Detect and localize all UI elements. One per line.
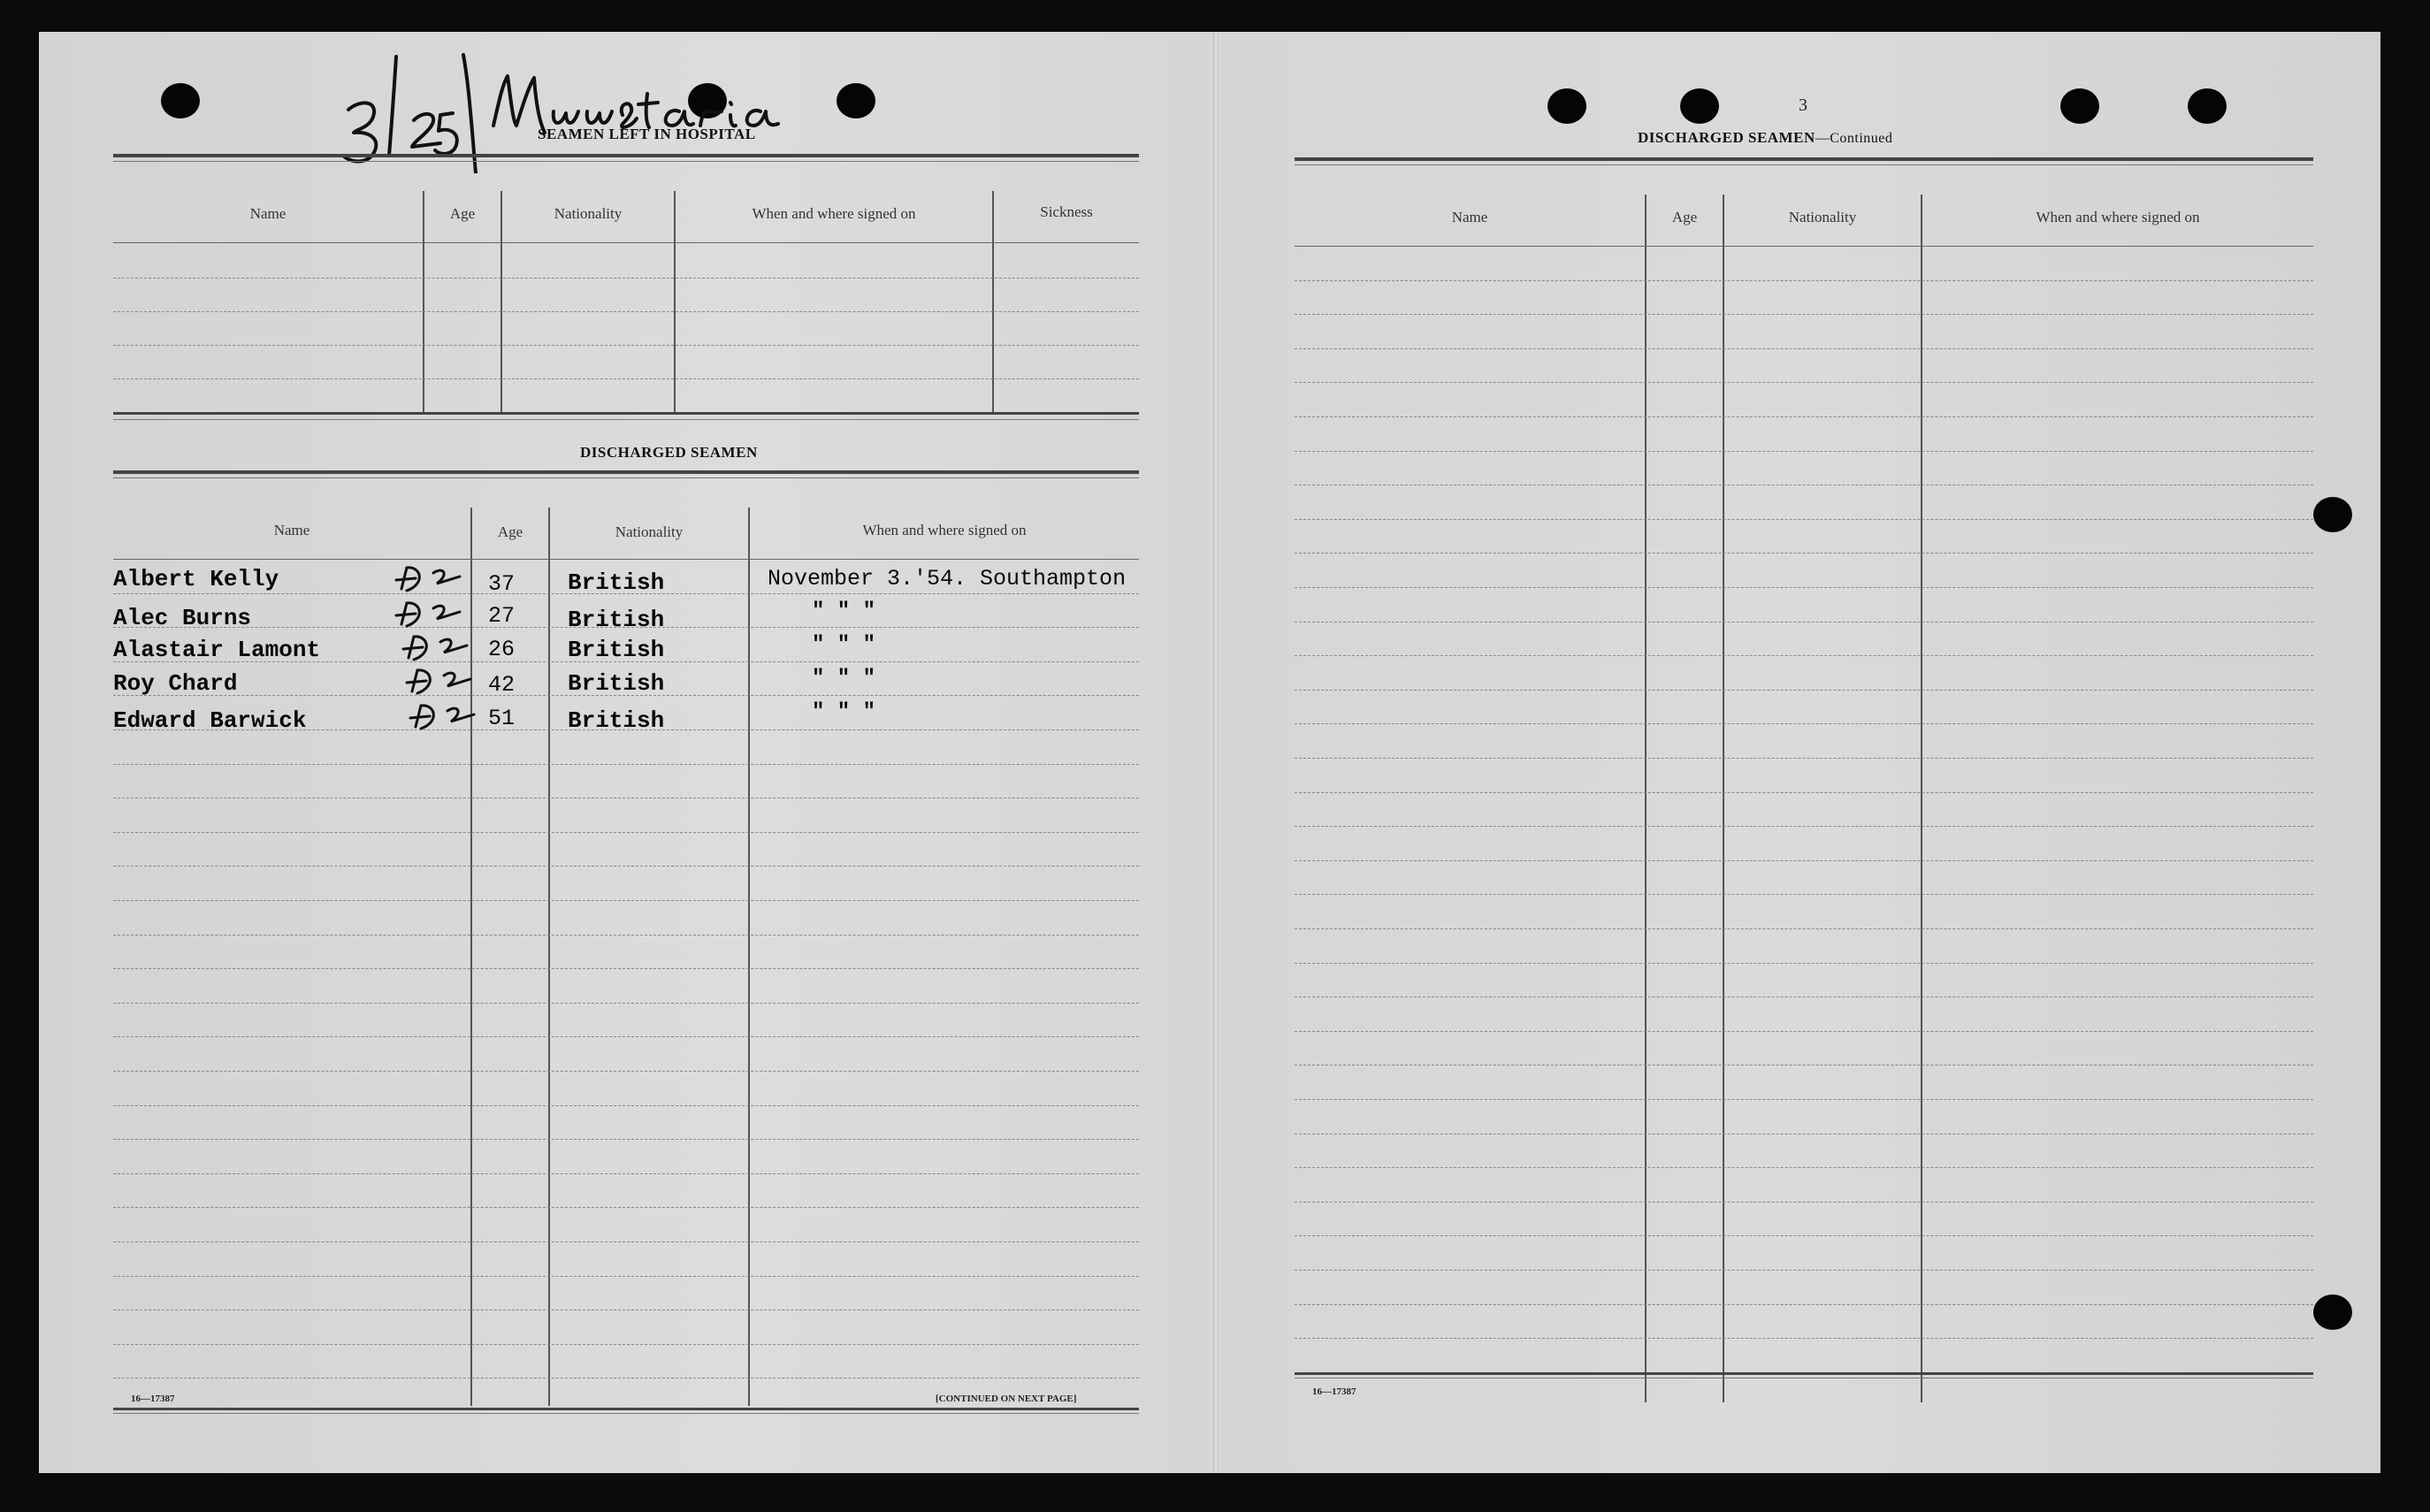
row-line — [113, 1105, 1139, 1106]
row-line — [113, 1003, 1139, 1004]
seaman-name: Alec Burns — [113, 605, 252, 631]
discharged-col-nationality: Nationality — [615, 523, 684, 540]
row-line — [1295, 826, 2313, 827]
seaman-name: Edward Barwick — [113, 707, 307, 734]
continued-col-name: Name — [1451, 209, 1488, 225]
seaman-signed-on: " " " — [812, 667, 876, 691]
handwritten-discharge-mark — [405, 663, 476, 699]
hospital-bottom-rule-thin — [113, 419, 1139, 420]
row-line — [113, 1344, 1139, 1345]
seaman-signed-on: " " " — [812, 599, 876, 623]
row-line — [113, 866, 1139, 867]
row-line — [1295, 1304, 2313, 1305]
row-line — [113, 1173, 1139, 1174]
seaman-name: Albert Kelly — [113, 566, 279, 592]
continued-note: [CONTINUED ON NEXT PAGE] — [936, 1394, 1077, 1404]
row-line — [1295, 655, 2313, 656]
row-line — [1295, 963, 2313, 964]
document-sheet — [39, 32, 2380, 1473]
discharged-bottom-rule-thin — [113, 1413, 1139, 1414]
row-line — [1295, 1338, 2313, 1339]
row-line — [1295, 314, 2313, 315]
row-line — [113, 559, 1139, 560]
row-line — [1295, 519, 2313, 520]
seaman-signed-on: " " " — [812, 633, 876, 657]
continued-title-main: DISCHARGED SEAMEN — [1638, 129, 1815, 146]
seaman-nationality: British — [568, 637, 665, 663]
hospital-row-line — [113, 378, 1139, 379]
row-line — [113, 1276, 1139, 1277]
continued-col-nationality: Nationality — [1788, 209, 1857, 225]
hospital-row-line — [113, 242, 1139, 243]
continued-section-title — [1638, 129, 1892, 147]
row-line — [1295, 1235, 2313, 1236]
hospital-row-line — [113, 311, 1139, 312]
row-line — [113, 764, 1139, 765]
left-page — [113, 32, 1183, 1473]
row-line — [1295, 1202, 2313, 1203]
discharged-top-rule — [113, 470, 1139, 474]
row-line — [1295, 792, 2313, 793]
row-line — [113, 1139, 1139, 1140]
row-line — [1295, 928, 2313, 929]
hospital-col-sickness: Sickness — [1040, 203, 1093, 220]
row-line — [1295, 1270, 2313, 1271]
hospital-table — [113, 164, 1139, 416]
row-line — [1295, 280, 2313, 281]
row-line — [113, 1071, 1139, 1072]
seaman-name: Roy Chard — [113, 670, 238, 697]
continued-top-rule-thin — [1295, 164, 2313, 165]
hospital-col-age: Age — [449, 205, 476, 222]
row-line — [1295, 690, 2313, 691]
right-page — [1295, 32, 2356, 1473]
row-line — [1295, 758, 2313, 759]
row-line — [1295, 246, 2313, 247]
continued-table — [1295, 168, 2313, 1376]
discharged-section-title: DISCHARGED SEAMEN — [580, 444, 758, 461]
row-line — [113, 1207, 1139, 1208]
row-line — [1295, 723, 2313, 724]
continued-bottom-rule — [1295, 1372, 2313, 1375]
row-line — [113, 1036, 1139, 1037]
seaman-signed-on: November 3.'54. Southampton — [768, 566, 1127, 592]
continued-top-rule — [1295, 157, 2313, 161]
handwritten-discharge-mark — [409, 699, 479, 734]
discharged-col-name: Name — [273, 522, 310, 538]
row-line — [1295, 1167, 2313, 1168]
hospital-row-line — [113, 345, 1139, 346]
continued-col-when: When and where signed on — [2036, 209, 2200, 225]
row-line — [1295, 348, 2313, 349]
handwritten-discharge-mark — [401, 630, 472, 665]
hospital-bottom-rule — [113, 412, 1139, 415]
row-line — [113, 900, 1139, 901]
row-line — [1295, 1031, 2313, 1032]
hospital-top-rule — [113, 154, 1139, 157]
form-number: 16—17387 — [131, 1394, 175, 1404]
seaman-nationality: British — [568, 707, 665, 734]
right-form-number: 16—17387 — [1312, 1386, 1356, 1397]
row-line — [1295, 587, 2313, 588]
hospital-col-name: Name — [249, 205, 287, 222]
seaman-age: 42 — [488, 672, 516, 698]
handwritten-discharge-mark — [394, 596, 465, 631]
seaman-nationality: British — [568, 670, 665, 697]
row-line — [113, 832, 1139, 833]
row-line — [1295, 1099, 2313, 1100]
hospital-col-nationality: Nationality — [554, 205, 623, 222]
row-line — [1295, 451, 2313, 452]
seaman-age: 51 — [488, 706, 516, 731]
page-fold — [1213, 32, 1219, 1473]
hospital-top-rule-thin — [113, 161, 1139, 162]
handwritten-discharge-mark — [394, 562, 465, 598]
seaman-age: 26 — [488, 637, 516, 662]
row-line — [1295, 382, 2313, 383]
row-line — [1295, 416, 2313, 417]
discharged-col-age: Age — [497, 523, 523, 540]
seaman-age: 27 — [488, 603, 516, 629]
seaman-age: 37 — [488, 571, 516, 597]
row-line — [113, 1241, 1139, 1242]
discharged-col-when: When and where signed on — [862, 522, 1027, 538]
continued-row-lines — [1295, 168, 2313, 1376]
row-line — [1295, 860, 2313, 861]
row-line — [1295, 553, 2313, 554]
hospital-row-line — [113, 278, 1139, 279]
hospital-section-title: SEAMEN LEFT IN HOSPITAL — [538, 126, 756, 142]
continued-col-age: Age — [1671, 209, 1698, 225]
hospital-col-when: When and where signed on — [752, 205, 916, 222]
continued-title-suffix: —Continued — [1815, 131, 1893, 146]
row-line — [1295, 894, 2313, 895]
page-number: 3 — [1799, 95, 1807, 115]
seaman-nationality: British — [568, 607, 665, 633]
row-line — [113, 968, 1139, 969]
seaman-name: Alastair Lamont — [113, 637, 321, 663]
seaman-signed-on: " " " — [812, 700, 876, 724]
discharged-table — [113, 481, 1139, 1408]
discharged-top-rule-thin — [113, 477, 1139, 478]
discharged-bottom-rule — [113, 1408, 1139, 1410]
seaman-nationality: British — [568, 569, 665, 596]
